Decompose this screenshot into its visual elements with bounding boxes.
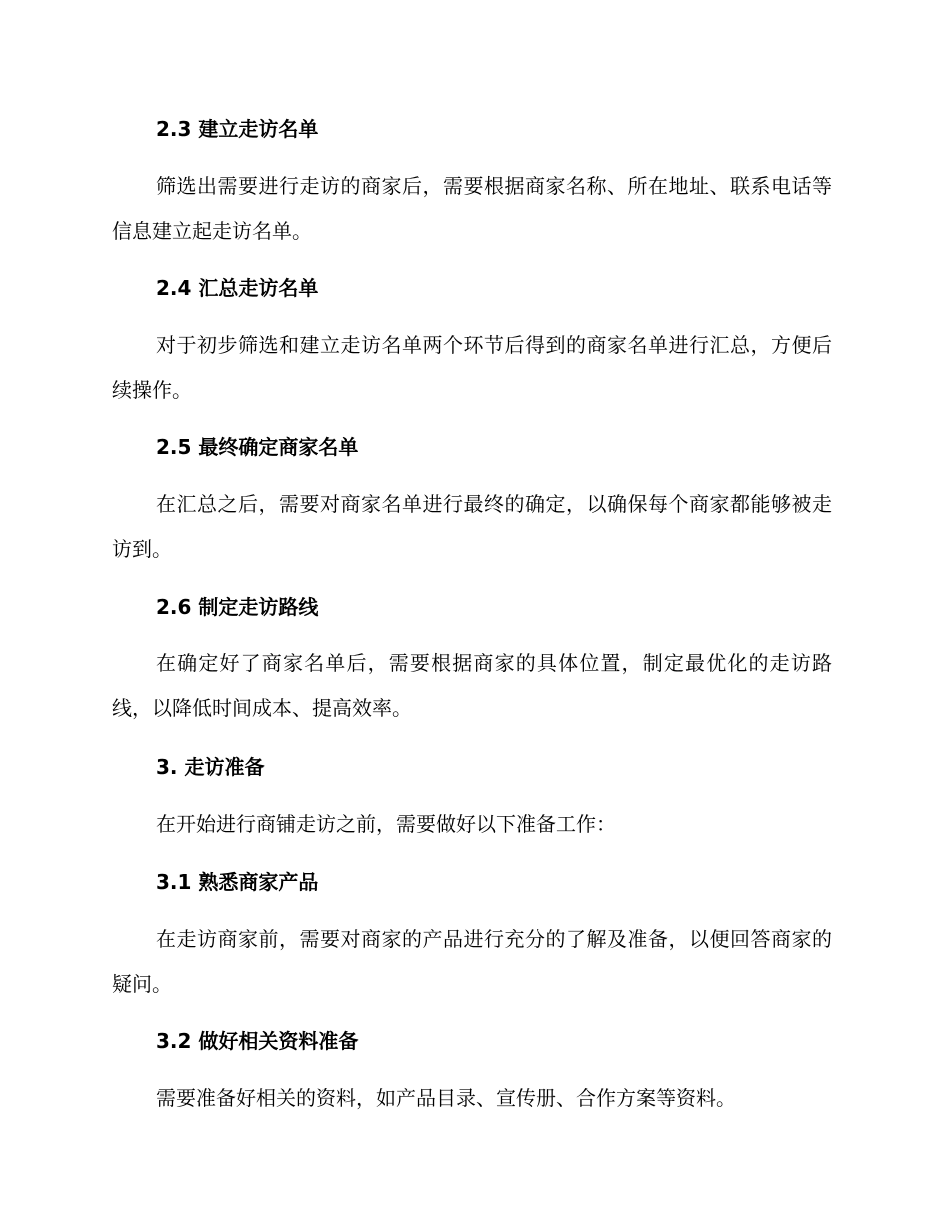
section-paragraph-3: 在开始进行商铺走访之前，需要做好以下准备工作： bbox=[156, 812, 616, 836]
section-paragraph-3-1: 在走访商家前，需要对商家的产品进行充分的了解及准备，以便回答商家的疑问。 bbox=[112, 927, 832, 996]
section-paragraph-2-6: 在确定好了商家名单后，需要根据商家的具体位置，制定最优化的走访路线，以降低时间成本、提高效率。 bbox=[112, 651, 832, 720]
section-heading-2-4: 2.4 汇总走访名单 bbox=[156, 276, 319, 300]
section-heading-3: 3. 走访准备 bbox=[156, 755, 265, 779]
section-paragraph-2-3: 筛选出需要进行走访的商家后，需要根据商家名称、所在地址、联系电话等信息建立起走访名单。 bbox=[112, 174, 832, 243]
section-paragraph-2-4: 对于初步筛选和建立走访名单两个环节后得到的商家名单进行汇总，方便后续操作。 bbox=[112, 333, 832, 402]
section-paragraph-2-5: 在汇总之后，需要对商家名单进行最终的确定，以确保每个商家都能够被走访到。 bbox=[112, 492, 832, 561]
section-heading-2-3: 2.3 建立走访名单 bbox=[156, 117, 319, 141]
section-heading-3-1: 3.1 熟悉商家产品 bbox=[156, 870, 319, 894]
section-heading-3-2: 3.2 做好相关资料准备 bbox=[156, 1029, 359, 1053]
section-paragraph-3-2: 需要准备好相关的资料，如产品目录、宣传册、合作方案等资料。 bbox=[156, 1086, 736, 1110]
section-heading-2-5: 2.5 最终确定商家名单 bbox=[156, 435, 359, 459]
section-heading-2-6: 2.6 制定走访路线 bbox=[156, 595, 319, 619]
